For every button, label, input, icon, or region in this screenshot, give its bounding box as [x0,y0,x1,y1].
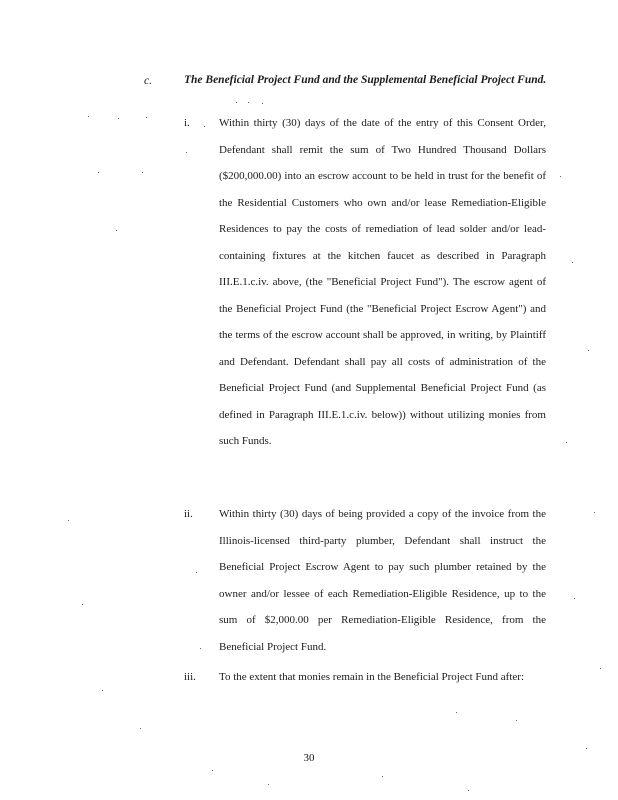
scan-speck [68,520,69,521]
scan-speck [146,117,147,118]
scan-speck [268,784,269,785]
scan-speck [560,176,561,177]
scan-speck [140,728,141,729]
scan-speck [98,172,99,173]
item-paragraph-iii: To the extent that monies remain in the Beneficial Project Fund after: [219,671,524,683]
scan-speck [116,230,117,231]
scan-speck [516,720,517,721]
scan-speck [468,790,469,791]
section-letter: c. [144,75,152,87]
scan-speck [574,598,575,599]
scan-speck [88,116,89,117]
scan-speck [142,172,143,173]
page-number: 30 [303,752,315,764]
scan-speck [588,350,589,351]
item-number-i: i. [184,117,190,129]
scan-speck [586,748,587,749]
scan-speck [572,262,573,263]
scan-speck [594,512,595,513]
item-number-iii: iii. [184,671,196,683]
scan-speck [196,572,197,573]
scan-speck [600,668,601,669]
scan-speck [200,648,201,649]
item-paragraph-ii: Within thirty (30) days of being provided a copy of the invoice from the Illinois-licensed third-party plumber, Defendant shall instruct the Beneficial Project Escrow Agent to pay such plumber retained by the owner and/or lessee of each Remediation-Eligible Residence, up to the sum of $2,000.00 per Remediation-Eligible Residence, from the Beneficial Project Fund. [219,508,546,653]
scan-speck [186,152,187,153]
scan-speck [236,102,237,103]
scan-speck [82,604,83,605]
scan-speck [118,118,119,119]
scan-speck [382,776,383,777]
item-paragraph-i: Within thirty (30) days of the date of the entry of this Consent Order, Defendant shall remit the sum of Two Hundred Thousand Dollars ($200,000.00) into an escrow account to be held in trust for the benefit of the Residential Customers who own and/or lease Remediation-Eligible Residences to pay the costs of remediation of lead solder and/or lead-containing fixtures at the kitchen faucet as described in Paragraph III.E.1.c.iv. above, (the "Beneficial Project Fund"). The escrow agent of the Beneficial Project Fund (the "Beneficial Project Escrow Agent") and the terms of the escrow account shall be approved, in writing, by Plaintiff and Defendant. Defendant shall pay all costs of administration of the Beneficial Project Fund (and Supplemental Beneficial Project Fund (as defined in Paragraph III.E.1.c.iv. below)) without utilizing monies from such Funds. [219,117,546,447]
scan-speck [212,770,213,771]
item-number-ii: ii. [184,508,193,520]
scan-speck [102,690,103,691]
section-heading: The Beneficial Project Fund and the Supplemental Beneficial Project Fund. [184,74,547,86]
scan-speck [456,712,457,713]
scan-speck [566,442,567,443]
scan-speck [262,103,263,104]
scan-speck [248,102,249,103]
scan-speck [204,126,205,127]
